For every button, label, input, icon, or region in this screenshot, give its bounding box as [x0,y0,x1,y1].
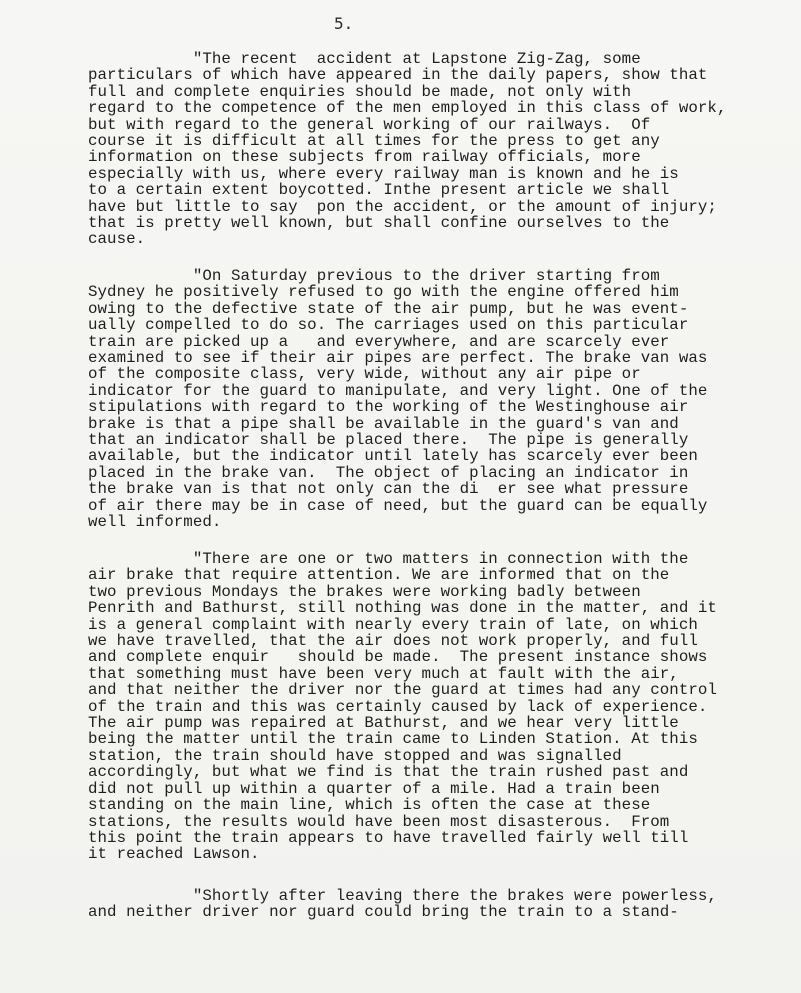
page-number: 5. [334,14,354,33]
paragraph-air-brake-matters: "There are one or two matters in connection with the air brake that require attention. We are informed that on the two previous Mondays the brakes were working badly between Penrith and Bathurst, still nothing was done in the matter, and it is a general complaint with nearly every train of late, on which we have travelled, that the air does not work properly, and full and complete enquir should be made. The present instance shows that something must have been very much at fault with the air, and that neither the driver nor the guard at times had any control of the train and this was certainly caused by lack of experience. The air pump was repaired at Bathurst, and we hear very little being the matter until the train came to Linden Station. At this station, the train should have stopped and was signalled accordingly, but what we find is that the train rushed past and did not pull up within a quarter of a mile. Had a train been standing on the main line, which is often the case at these stations, the results would have been most disasterous. From this point the train appears to have travelled fairly well till it reached Lawson. [88,550,717,864]
paragraph-saturday-air-pump: "On Saturday previous to the driver starting from Sydney he positively refused to go with the engine offered him owing to the defective state of the air pump, but he was event- ually compelled to do so. The carriages used on this particular train are picked up a and everywhere, and are scarcely ever examined to see if their air pipes are perfect. The brake van was of the composite class, very wide, without any air pipe or indicator for the guard to manipulate, and very light. One of the stipulations with regard to the working of the Westinghouse air brake is that a pipe shall be available in the guard's van and that an indicator shall be placed there. The pipe is generally available, but the indicator until lately has scarcely ever been placed in the brake van. The object of placing an indicator in the brake van is that not only can the di er see what pressure of air there may be in case of need, but the guard can be equally well informed. [88,267,708,532]
paragraph-lapstone-accident: "The recent accident at Lapstone Zig-Zag, some particulars of which have appeared in the daily papers, show that full and complete enquiries should be made, not only with regard to the competence of the men employed in this class of work, but with regard to the general working of our railways. Of course it is difficult at all times for the press to get any information on these subjects from railway officials, more especially with us, where every railway man is known and he is to a certain extent boycotted. Inthe present article we shall have but little to say pon the accident, or the amount of injury; that is pretty well known, but shall confine ourselves to the cause. [88,50,727,249]
paragraph-brakes-powerless: "Shortly after leaving there the brakes were powerless, and neither driver nor guard could bring the train to a stand- [88,887,717,922]
